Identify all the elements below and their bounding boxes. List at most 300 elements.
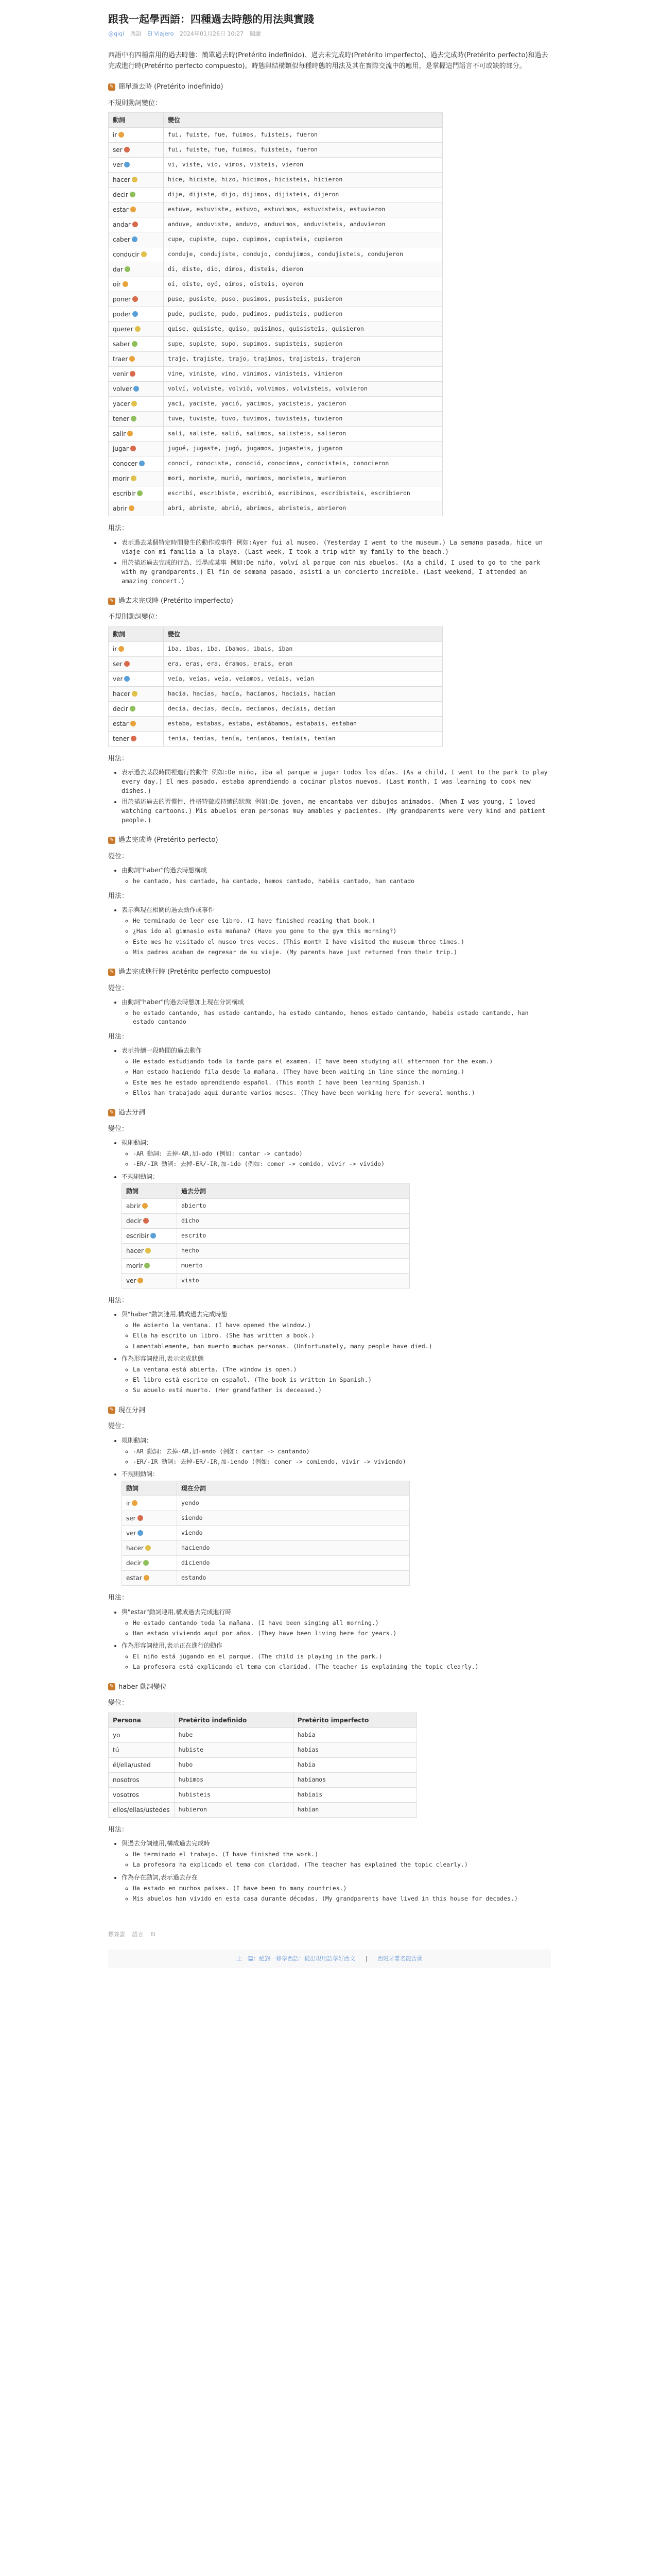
table-row: [109, 128, 443, 143]
page-title: 跟我一起學西語：四種過去時態的用法與實踐: [108, 13, 314, 25]
table-row: [109, 731, 443, 746]
list-item: ◦ -AR 動詞: 去掉-AR,加-ado (例如: cantar -> cantado): [133, 1149, 551, 1158]
usage-label: 用法：: [108, 1032, 129, 1041]
cell-text: hube: [178, 1731, 193, 1738]
table-cell: [164, 217, 443, 232]
usage-title: 與"haber"動詞連用,構成過去完成時態: [122, 1311, 228, 1318]
cell-text: ser: [126, 1515, 136, 1522]
tags-label: 標簽雲: [108, 1931, 125, 1938]
form-label: 變位：: [108, 1699, 129, 1707]
cell-text: siendo: [181, 1514, 203, 1522]
cell-text: fui, fuiste, fue, fuimos, fuisteis, fueron: [168, 131, 318, 139]
list-item: ◦ La profesora está explicando el tema con claridad. (The teacher is explaining the topic clearly.): [133, 1663, 551, 1671]
cell-text: veía, veías, veía, veíamos, veíais, veían: [168, 674, 314, 682]
usage-title: 與"estar"動詞連用,構成過去完成進行時: [122, 1608, 232, 1616]
cell-text: jugué, jugaste, jugó, jugamos, jugasteis, jugaron: [168, 445, 343, 452]
list-item: ◦ -ER/-IR 動詞: 去掉-ER/-IR,加-iendo (例如: comer -> comiendo, vivir -> viviendo): [133, 1458, 551, 1466]
cell-text: estar: [113, 720, 129, 727]
table-row: [122, 1273, 410, 1288]
meta-views: 閱讀: [249, 30, 261, 37]
table-header: Pretérito indefinido: [174, 1713, 293, 1727]
list-item: [122, 1172, 551, 1289]
table-cell: [164, 382, 443, 397]
cell-text: habíais: [297, 1790, 323, 1798]
cell-text: dije, dijiste, dijo, dijimos, dijisteis, dijeron: [168, 191, 339, 198]
table-header: 過去分詞: [177, 1183, 410, 1198]
list-item: [122, 997, 551, 1027]
list-item: [122, 1469, 551, 1586]
cell-text: ir: [113, 131, 117, 139]
table-cell: [293, 1757, 417, 1772]
cell-text: morir: [113, 475, 130, 483]
cell-text: escribí, escribiste, escribió, escribimos, escribisteis, escribieron: [168, 489, 410, 497]
prev-post-link[interactable]: 上一篇：絕對一條學西語：從出現用語學好西文: [236, 1955, 356, 1962]
list-item: [122, 866, 551, 886]
cell-text: estando: [181, 1574, 206, 1582]
table-cell: [109, 337, 164, 352]
table-header: 動詞: [122, 1183, 177, 1198]
usage-label: 用法：: [108, 1594, 129, 1602]
cell-text: él/ella/usted: [113, 1761, 151, 1769]
cell-text: hice, hiciste, hizo, hicimos, hicisteis, hicieron: [168, 176, 343, 183]
section-title-text: 現在分詞: [118, 1406, 146, 1414]
list-item: • 用於描述過去的習慣性、性格特徵或持續的狀態 例如:De joven, me encantaba ver dibujos animados. (When I was young, I loved watching cartoons.) Mis abuelos eran personas muy amables y pacientes. (My grandparents were very kind and patient people.): [122, 797, 551, 825]
tag-link[interactable]: Ei: [150, 1931, 156, 1938]
table-cell: [177, 1511, 410, 1526]
table-cell: [164, 262, 443, 277]
table-cell: [164, 397, 443, 412]
table-cell: [164, 731, 443, 746]
table-cell: [122, 1526, 177, 1541]
table-cell: [109, 716, 164, 731]
emoji-icon: [141, 251, 147, 257]
section-title: [108, 1682, 551, 1692]
emoji-icon: [137, 1278, 143, 1283]
cell-text: tú: [113, 1746, 119, 1754]
table-row: [109, 641, 443, 656]
table-cell: [109, 277, 164, 292]
list-item: ◦ La ventana está abierta. (The window is open.): [133, 1365, 551, 1374]
list-item: ◦ El niño está jugando en el parque. (The child is playing in the park.): [133, 1652, 551, 1661]
cell-text: visto: [181, 1276, 199, 1284]
usage-title: 作為形容詞使用,表示正在進行的動作: [122, 1642, 222, 1650]
list-item: ◦ La profesora ha explicado el tema con claridad. (The teacher has explained the topic clearly.): [133, 1860, 551, 1869]
pencil-icon: ✎: [108, 1406, 115, 1414]
list-item: ◦ He estado cantando toda la mañana. (I have been singing all morning.): [133, 1619, 551, 1628]
table-row: [109, 456, 443, 471]
table-row: [109, 307, 443, 322]
table-cell: [174, 1742, 293, 1757]
table-cell: [177, 1496, 410, 1511]
table-row: [109, 382, 443, 397]
form-list: [108, 1138, 551, 1289]
list-item: ◦ Este mes he estado aprendiendo español. (This month I have been learning Spanish.): [133, 1078, 551, 1087]
cell-text: ir: [113, 645, 117, 653]
cell-text: abrir: [113, 505, 128, 513]
table-cell: [164, 427, 443, 442]
table-cell: [164, 277, 443, 292]
meta-tag[interactable]: Ei Viajero: [147, 30, 174, 37]
cell-text: haciendo: [181, 1544, 210, 1552]
table-cell: [164, 128, 443, 143]
list-item: ◦ Ha estado en muchos países. (I have been to many countries.): [133, 1884, 551, 1893]
list-item: ◦ -AR 動詞: 去掉-AR,加-ando (例如: cantar -> cantando): [133, 1447, 551, 1456]
form-list: [108, 1436, 551, 1586]
list-item: ◦ He abierto la ventana. (I have opened the window.): [133, 1321, 551, 1330]
cell-text: traer: [113, 355, 128, 363]
cell-text: fui, fuiste, fue, fuimos, fuisteis, fueron: [168, 146, 318, 154]
article-meta: [108, 30, 551, 39]
cell-text: jugar: [113, 445, 129, 453]
cell-text: ver: [126, 1530, 136, 1537]
list-item: • 表示過去某個特定時間發生的動作或事件 例如:Ayer fui al museo. (Yesterday I went to the museum.) La semana pasada, hice un viaje con mi familia a la playa. (Last week, I took a trip with my family to the beach.): [122, 538, 551, 556]
usage-title: 表示與現在相關的過去動作或事件: [122, 906, 215, 914]
section-title-text: 過去完成進行時 (Pretérito perfecto compuesto): [118, 968, 271, 976]
cell-text: ver: [113, 161, 123, 169]
table-row: [109, 143, 443, 158]
meta-date: 2024年01月26日 10:27: [180, 30, 244, 37]
table-cell: [109, 367, 164, 382]
table-row: [109, 322, 443, 337]
list-item: ◦ ¿Has ido al gimnasio esta mañana? (Have you gone to the gym this morning?): [133, 927, 551, 936]
list-item: [122, 1310, 551, 1351]
haber-table: [108, 1713, 417, 1818]
cell-text: venir: [113, 370, 129, 378]
table-row: [109, 427, 443, 442]
list-item: [122, 1046, 551, 1097]
table-cell: [109, 1757, 175, 1772]
table-cell: [164, 158, 443, 173]
table-cell: [164, 486, 443, 501]
cell-text: salí, saliste, salió, salimos, salisteis, salieron: [168, 430, 346, 437]
table-cell: [109, 471, 164, 486]
table-cell: [164, 247, 443, 262]
table-row: [109, 471, 443, 486]
cell-text: vine, viniste, vino, vinimos, vinisteis, vinieron: [168, 370, 343, 378]
emoji-icon: [132, 1500, 137, 1506]
pencil-icon: ✎: [108, 1683, 115, 1690]
table-row: [109, 247, 443, 262]
cell-text: yendo: [181, 1499, 199, 1507]
emoji-icon: [132, 177, 137, 182]
nav-separator: |: [365, 1955, 368, 1962]
section-title-text: 過去未完成時 (Pretérito imperfecto): [118, 597, 233, 605]
emoji-icon: [132, 296, 138, 302]
table-cell: [122, 1213, 177, 1228]
table-row: [109, 412, 443, 427]
cell-text: dar: [113, 266, 123, 274]
cell-text: decir: [113, 191, 128, 199]
table-row: [109, 367, 443, 382]
table-row: [109, 671, 443, 686]
table-cell: [164, 471, 443, 486]
table-cell: [164, 232, 443, 247]
table-cell: [293, 1772, 417, 1787]
emoji-icon: [130, 706, 135, 711]
emoji-icon: [142, 1203, 148, 1209]
table-row: [109, 232, 443, 247]
table-cell: [122, 1556, 177, 1571]
table-cell: [109, 701, 164, 716]
usage-label: 用法：: [108, 754, 129, 762]
table-row: [109, 202, 443, 217]
section-title-text: 簡單過去時 (Pretérito indefinido): [118, 83, 223, 91]
emoji-icon: [137, 1530, 143, 1536]
table-header: 動詞: [122, 1481, 177, 1496]
table-row: [109, 486, 443, 501]
list-item: • 表示過去某段時間裡進行的動作 例如:De niño, iba al parque a jugar todos los días. (As a child, I went to the park to play every day.) El mes pasado, estaba aprendiendo a cocinar platos nuevos. (Last month, I was learning to cook new dishes.): [122, 768, 551, 795]
table-row: [109, 292, 443, 307]
table-cell: [164, 442, 443, 456]
table-cell: [164, 412, 443, 427]
table-cell: [293, 1787, 417, 1802]
table-row: [109, 337, 443, 352]
usage-list: [108, 1607, 551, 1672]
conjugation-table: [108, 626, 443, 747]
table-row: [122, 1496, 410, 1511]
emoji-icon: [132, 311, 138, 317]
emoji-icon: [132, 691, 137, 697]
table-cell: [174, 1727, 293, 1742]
article-footer: [108, 1922, 551, 1968]
table-cell: [122, 1198, 177, 1213]
table-cell: [164, 716, 443, 731]
emoji-icon: [124, 147, 130, 152]
usage-label: 用法：: [108, 524, 129, 533]
cell-text: morir: [126, 1262, 143, 1269]
tag-link[interactable]: 語言: [132, 1931, 144, 1938]
cell-text: volver: [113, 385, 132, 393]
table-cell: [177, 1556, 410, 1571]
table-cell: [109, 442, 164, 456]
meta-author[interactable]: @qiqi: [108, 30, 125, 37]
table-cell: [177, 1571, 410, 1586]
table-row: [109, 716, 443, 731]
table-cell: [164, 322, 443, 337]
emoji-icon: [144, 1575, 149, 1581]
cell-text: hubisteis: [178, 1790, 211, 1798]
list-item: ◦ Mis padres acaban de regresar de su viaje. (My parents have just returned from their trip.): [133, 948, 551, 957]
section-title-text: 過去分詞: [118, 1109, 146, 1117]
table-row: [109, 701, 443, 716]
table-cell: [109, 202, 164, 217]
cell-text: decía, decías, decía, decíamos, decíais, decían: [168, 704, 336, 712]
table-cell: [109, 486, 164, 501]
cell-text: hacer: [113, 176, 130, 184]
cell-text: oí, oíste, oyó, oímos, oísteis, oyeron: [168, 280, 304, 288]
table-cell: [164, 143, 443, 158]
cell-text: tenía, tenías, tenía, teníamos, teníais, tenían: [168, 734, 336, 742]
emoji-icon: [129, 505, 134, 511]
table-cell: [164, 337, 443, 352]
table-header: Persona: [109, 1713, 175, 1727]
emoji-icon: [137, 1515, 143, 1521]
cell-text: puse, pusiste, puso, pusimos, pusisteis, pusieron: [168, 295, 343, 303]
emoji-icon: [137, 490, 143, 496]
table-cell: [109, 1727, 175, 1742]
cell-text: habíamos: [297, 1775, 326, 1783]
table-cell: [122, 1273, 177, 1288]
table-cell: [109, 1802, 175, 1817]
cell-text: escribir: [113, 490, 136, 498]
table-cell: [109, 158, 164, 173]
table-cell: [109, 456, 164, 471]
usage-list: [108, 1310, 551, 1395]
cell-text: cupe, cupiste, cupo, cupimos, cupisteis, cupieron: [168, 235, 343, 243]
cell-text: diciendo: [181, 1559, 210, 1567]
pencil-icon: ✎: [108, 969, 115, 976]
section-title-text: haber 動詞變位: [118, 1683, 167, 1691]
cell-text: era, eras, era, éramos, erais, eran: [168, 659, 293, 667]
table-cell: [109, 247, 164, 262]
table-cell: [164, 671, 443, 686]
table-header: 動詞: [109, 113, 164, 128]
emoji-icon: [131, 416, 136, 421]
table-row: [109, 188, 443, 202]
list-item: [122, 1641, 551, 1672]
table-cell: [164, 656, 443, 671]
list-item: ◦ Lamentablemente, han muerto muchas personas. (Unfortunately, many people have died.): [133, 1342, 551, 1351]
table-row: [109, 217, 443, 232]
table-header: 變位: [164, 626, 443, 641]
list-item: ◦ El libro está escrito en español. (The book is written in Spanish.): [133, 1376, 551, 1384]
list-item: [122, 905, 551, 957]
table-row: [122, 1258, 410, 1273]
table-cell: [109, 641, 164, 656]
table-cell: [293, 1727, 417, 1742]
cell-text: hacer: [126, 1545, 144, 1552]
table-cell: [122, 1511, 177, 1526]
table-header: 變位: [164, 113, 443, 128]
form-label: 變位：: [108, 984, 129, 992]
table-cell: [109, 501, 164, 516]
cell-text: tuve, tuviste, tuvo, tuvimos, tuvisteis, tuvieron: [168, 415, 343, 422]
emoji-icon: [132, 341, 137, 347]
emoji-icon: [125, 266, 130, 272]
table-cell: [164, 367, 443, 382]
table-row: [122, 1541, 410, 1556]
section-title: [108, 1108, 551, 1118]
table-cell: [109, 322, 164, 337]
table-row: [109, 397, 443, 412]
cell-text: hubiste: [178, 1745, 204, 1753]
cell-text: habían: [297, 1805, 319, 1813]
table-cell: [109, 262, 164, 277]
table-cell: [164, 173, 443, 188]
table-cell: [122, 1541, 177, 1556]
table-row: [122, 1213, 410, 1228]
form-text: 由動詞"haber"的過去時態加上現在分詞構成: [122, 998, 244, 1006]
table-cell: [177, 1541, 410, 1556]
list-item: ◦ he cantado, has cantado, ha cantado, hemos cantado, habéis cantado, han cantado: [133, 877, 551, 886]
list-item: [122, 1607, 551, 1638]
cell-text: andar: [113, 221, 131, 229]
table-row: [122, 1228, 410, 1243]
list-item: ◦ Este mes he visitado el museo tres veces. (This month I have visited the museum three times.): [133, 938, 551, 946]
usage-label: 用法：: [108, 892, 129, 900]
table-row: [122, 1556, 410, 1571]
emoji-icon: [132, 222, 138, 227]
table-cell: [109, 188, 164, 202]
table-cell: [109, 686, 164, 701]
cell-text: hacer: [126, 1247, 144, 1255]
emoji-icon: [130, 192, 135, 197]
cell-text: conocer: [113, 460, 137, 468]
table-cell: [122, 1496, 177, 1511]
cell-text: ellos/ellas/ustedes: [113, 1806, 170, 1814]
table-cell: [109, 1772, 175, 1787]
table-cell: [164, 292, 443, 307]
emoji-icon: [129, 356, 135, 362]
table-cell: [164, 501, 443, 516]
table-cell: [122, 1258, 177, 1273]
cell-text: pude, pudiste, pudo, pudimos, pudisteis, pudieron: [168, 310, 343, 318]
usage-list: [108, 1839, 551, 1903]
table-cell: [122, 1243, 177, 1258]
table-cell: [109, 143, 164, 158]
cell-text: conduje, condujiste, condujo, condujimos, condujisteis, condujeron: [168, 250, 403, 258]
cell-text: conducir: [113, 251, 140, 259]
table-cell: [109, 173, 164, 188]
cell-text: estaba, estabas, estaba, estábamos, estabais, estaban: [168, 719, 357, 727]
cell-text: anduve, anduviste, anduvo, anduvimos, anduvisteis, anduvieron: [168, 221, 386, 228]
cell-text: hubo: [178, 1760, 193, 1768]
table-cell: [177, 1273, 410, 1288]
table-cell: [109, 217, 164, 232]
table-cell: [109, 307, 164, 322]
tag-cloud: [108, 1930, 551, 1939]
participle-table: [122, 1481, 410, 1586]
table-cell: [109, 292, 164, 307]
section-title: [108, 967, 551, 977]
cell-text: saber: [113, 341, 130, 348]
table-cell: [174, 1772, 293, 1787]
list-item: ◦ Han estado haciendo fila desde la mañana. (They have been waiting in line since the morning.): [133, 1067, 551, 1076]
table-cell: [177, 1526, 410, 1541]
usage-title: 與過去分詞連用,構成過去完成時: [122, 1840, 210, 1848]
table-row: [122, 1198, 410, 1213]
emoji-icon: [143, 1560, 149, 1566]
cell-text: poder: [113, 311, 131, 318]
table-row: [122, 1526, 410, 1541]
table-cell: [164, 307, 443, 322]
emoji-icon: [130, 721, 136, 726]
list-item: [122, 1354, 551, 1395]
cell-text: yací, yaciste, yació, yacimos, yacisteis, yacieron: [168, 400, 346, 408]
emoji-icon: [145, 1545, 151, 1551]
usage-list: [108, 1046, 551, 1097]
form-text: 由動詞"haber"的過去時態構成: [122, 867, 207, 874]
next-post-link[interactable]: 西班牙著名龍舌蘭: [377, 1955, 423, 1962]
table-row: [109, 442, 443, 456]
cell-text: ser: [113, 660, 123, 668]
table-cell: [109, 731, 164, 746]
table-cell: [109, 382, 164, 397]
list-item: [122, 1138, 551, 1169]
emoji-icon: [124, 676, 130, 682]
cell-text: hecho: [181, 1246, 199, 1254]
pencil-icon: ✎: [108, 837, 115, 844]
cell-text: hacer: [113, 690, 130, 698]
meta-category[interactable]: 西語: [130, 30, 142, 37]
intro-paragraph: 西語中有四種常用的過去時態：簡單過去時(Pretérito indefinido)、過去未完成時(Pretérito imperfecto)、過去完成時(Pretérito perfecto)和過去完成進行時(Pretérito perfecto compuesto)。時態與結構類似每種時態的用法及其在實際交流中的應用，是掌握這門語言不可或缺的部分。: [108, 51, 548, 70]
cell-text: oír: [113, 281, 121, 289]
emoji-icon: [132, 236, 137, 242]
table-row: [109, 277, 443, 292]
table-row: [109, 1787, 417, 1802]
usage-list: [108, 905, 551, 957]
table-cell: [109, 412, 164, 427]
